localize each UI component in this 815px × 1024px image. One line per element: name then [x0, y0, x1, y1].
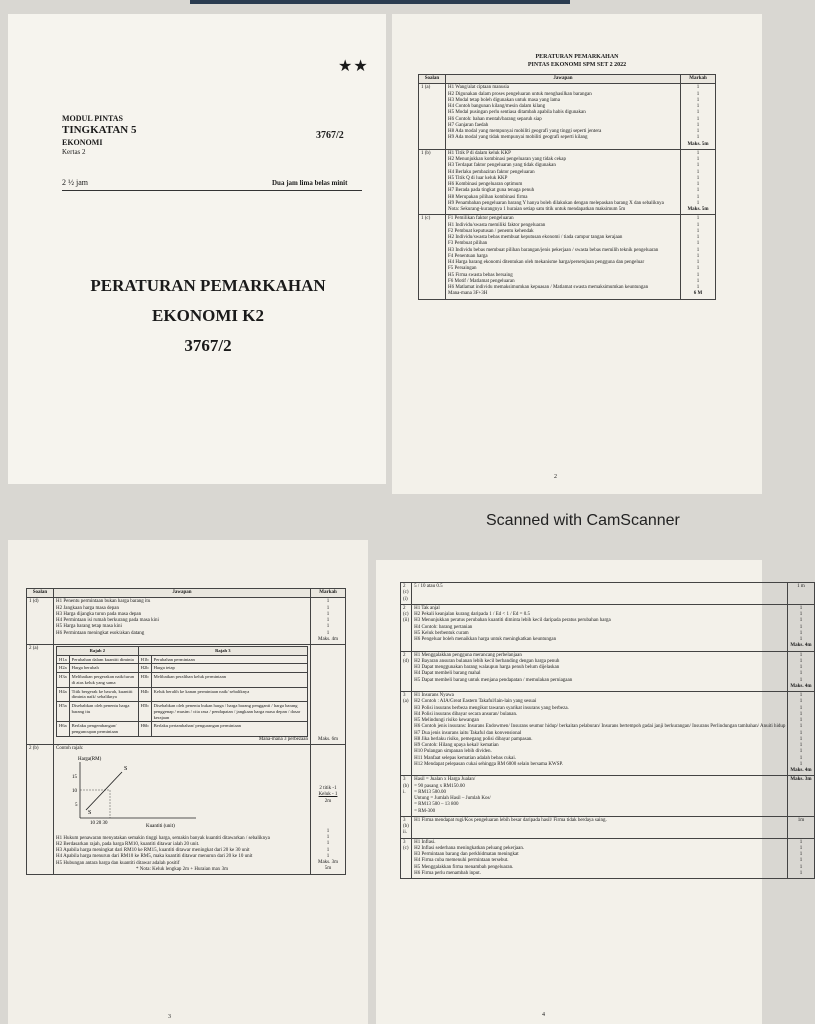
answer-line: H6 Contoh: bahan mentah/barang separuh siap [448, 116, 542, 122]
mark-line: 1 [696, 97, 700, 103]
point-text: Disebabkan oleh penentu bukan harga / harga barang pengganti / harga barang penggenap / musim / cita rasa / pendapatan / jangkaan harga masa depan / dasar kerajaan [151, 702, 307, 722]
mark-line: 1 [799, 665, 803, 670]
answer-line: H1 Penentu permintaan bukan harga barang itu [56, 599, 151, 605]
mark-line: 1 [799, 699, 803, 705]
answer-line: F2 Pembuat keputusan / penentu kehendak [448, 228, 534, 234]
mark-line: 1 [799, 618, 803, 624]
point-code: H3a [57, 673, 70, 687]
answer-line: H4 Berlaku pembaziran faktor pengeluaran [448, 169, 535, 175]
mark-line: 2 titik -1 [319, 786, 337, 792]
mark-cell [681, 215, 716, 299]
x-axis-label: Kuantiti (unit) [146, 824, 175, 830]
subject-label: EKONOMI [62, 138, 103, 147]
mark-line: 1 [799, 705, 803, 711]
cover-page [8, 14, 386, 484]
answer-cell [412, 604, 788, 651]
answer-line: H2 Menunjukkan kombinasi pengeluaran yang tidak cekap [448, 157, 567, 162]
answer-line: H7 Berada pada tingkat guna tenaga penuh [448, 188, 535, 194]
answer-line: H1 Inflasi. [414, 839, 436, 845]
q-label: 1 (b) [419, 149, 446, 215]
mark-line: 1 [326, 630, 330, 636]
answer-line: H2 Bayaran ansuran bulanan lebih kecil berbanding dengan harga penuh [414, 658, 560, 664]
answer-line: H8 Jika berlaku risiko, pemegang polisi dibayar pampasan. [414, 736, 533, 742]
mark-line: 1 [696, 272, 700, 278]
mark-line: 1m [797, 817, 805, 823]
point-text: Perubahan dalam kuantiti diminta [69, 655, 138, 664]
table-row [401, 651, 815, 692]
mark-line: 1 [799, 724, 803, 730]
point-code: H2b [138, 664, 151, 673]
marking-page-4 [376, 560, 812, 1024]
mark-cell [788, 816, 814, 838]
mark-line: 1 [696, 266, 700, 272]
col-soalan: Soalan [27, 589, 54, 598]
mark-line: Maks. 3m [318, 860, 338, 866]
mark-cell [788, 776, 814, 817]
q-label: 2 (c)(i) [401, 583, 412, 605]
q2b-note: * Nota: Keluk lengkap 2m + Huraian max 3m [136, 866, 228, 872]
modul-label: MODUL PINTAS [62, 114, 123, 123]
answer-line: = RM13 500.00 [414, 789, 446, 795]
mark-cell [311, 598, 346, 645]
mark-line: Maks. 4m [318, 636, 338, 642]
answer-line: H8 Ada modal yang mempunyai mobiliti geografi yang tinggi seperti jentera [448, 129, 602, 134]
answer-line: H1 Wang/alat ciptaan manusia [448, 85, 510, 91]
cover-title-2: EKONOMI K2 [152, 306, 264, 325]
answer-line: H6 Contoh jenis insurans: Insurans Endowmen/ Insurans seumur hidup/ berkaitan pelaburan/ Insurans bertempoh gadai janji berkurangan/ Insurans Perlindungan tambahan/ Anuiti hidup [414, 724, 786, 730]
answer-line: H5 Titik Q di luar keluk KKP [448, 175, 508, 181]
answer-cell [412, 583, 788, 605]
q2a-note: Mana-mana 3 perbezaan [258, 736, 308, 742]
mark-line: 1 [326, 605, 330, 611]
point-text: Melibatkan peralihan keluk permintaan [151, 673, 307, 687]
scanner-watermark: Scanned with CamScanner [486, 512, 680, 529]
answer-line: H12 Mendapat pelepasan cukai sehingga RM 6000 selain bersama KWSP. [414, 761, 563, 767]
point-code: H4b [138, 687, 151, 701]
mark-line: Maks. 5m [687, 207, 709, 212]
answer-line: F6 Motif / Matlamat pengeluaran [448, 278, 515, 284]
mark-line: 1 [799, 852, 803, 857]
answer-line: H4 Harga barang ekonomi ditentukan oleh mekanisme harga/persetujuan pengguna dan pengeluar [448, 260, 645, 265]
mark-line: 1 [799, 839, 803, 845]
answer-line: 5 / 10 atau 0.5 [414, 584, 443, 589]
answer-cell [446, 215, 681, 299]
answer-line: H3 Menunjukkan peratus perubahan kuantiti diminta lebih kecil daripada peratus perubahan harga [414, 618, 611, 624]
answer-line: H1 Hukum penawaran menyatakan semakin tinggi harga, semakin banyak kuantiti ditawarkan / sebaliknya [56, 835, 270, 841]
table-row [419, 84, 716, 150]
q-label: 1 (a) [419, 84, 446, 150]
answer-line: H2 Berdasarkan rajah, pada harga RM10, kuantiti ditawar ialah 20 unit. [56, 841, 200, 847]
mark-line: 1 [696, 247, 700, 253]
point-text: Perubahan permintaan [151, 655, 307, 664]
answer-line: H5 Harga barang tetap masa kini [56, 624, 122, 630]
answer-line: H6 Pengeluar boleh menaikkan harga untuk meningkatkan keuntungan [414, 637, 557, 642]
q2b-lines [56, 836, 308, 867]
mark-line: 1 [326, 835, 330, 841]
mark-line: 1 [696, 91, 700, 97]
marking-table-p4 [400, 582, 815, 879]
answer-line: H5 Keluk berbentuk curam [414, 630, 469, 636]
mark-line: 1 [326, 853, 330, 859]
answer-line: H9 Contoh: Hilang upaya kekal/ kematian [414, 743, 499, 748]
mark-list [313, 829, 343, 860]
mark-line: 1 [696, 116, 700, 122]
answer-line: H6 Firma perlu menambah input. [414, 870, 481, 876]
q-label: 1 (d) [27, 598, 54, 645]
mark-line: 2m [324, 798, 332, 804]
answer-line: H2 Inflasi sederhana meningkatkan peluang pekerjaan. [414, 845, 525, 851]
page2-header-2: PINTAS EKONOMI SPM SET 2 2022 [527, 62, 627, 68]
scan-edge [190, 0, 570, 4]
q-label: 3 (c) [401, 838, 412, 879]
comparison-row [57, 673, 308, 687]
mark-line: 1 [696, 235, 700, 240]
col-jawapan: Jawapan [446, 75, 681, 84]
mark-line: 1 [799, 711, 803, 717]
answer-line: H1 Menggalakkan pengguna merancang perbelanjaan [414, 652, 522, 658]
q-label: 2 (b) [27, 745, 54, 875]
mark-line: 1 [696, 104, 700, 109]
marking-table-p3 [26, 588, 346, 875]
paper-code: 3767/2 [316, 130, 344, 141]
mark-cell [788, 838, 814, 879]
mark-line: 1 [696, 188, 700, 194]
table-row [401, 583, 815, 605]
mark-line: 1 [799, 749, 803, 755]
answer-line: H5 Melindungi risiko kewangan [414, 718, 479, 723]
table-row [401, 816, 815, 838]
mark-line: 1 [696, 194, 700, 200]
mark-line: 1 [696, 200, 700, 206]
answer-line: F5 Persaingan [448, 266, 477, 272]
rajah-2-header: Rajah 2 [57, 647, 139, 656]
point-text: Titik bergerak ke bawah, kuantiti diminta naik/ sebaliknya [69, 687, 138, 701]
page2-header-1: PERATURAN PEMARKAHAN [535, 54, 619, 60]
col-soalan: Soalan [419, 75, 446, 84]
table-row [419, 149, 716, 215]
answer-line: = RM-300 [414, 808, 436, 814]
mark-line: 1 [799, 730, 803, 736]
marking-page-2 [392, 14, 762, 494]
answer-line: H4 Firma cuba memenuhi permintaan tersebut. [414, 858, 509, 864]
mark-line: 1 [696, 241, 700, 247]
page-number: 2 [554, 474, 557, 480]
answer-cell [446, 84, 681, 150]
point-text: Berlaku pengembangan/ penguncupan permintaan [69, 722, 138, 736]
mark-line: 1 [696, 285, 700, 290]
mark-line: 1 [799, 761, 803, 767]
mark-line: 1 [326, 599, 330, 605]
y-axis-label: Harga(RM) [78, 757, 102, 763]
answer-line: H2 Jangkaan harga masa depan [56, 605, 119, 611]
answer-cell [412, 692, 788, 776]
mark-line: 1 [696, 157, 700, 162]
mark-line: Maks. 4m [790, 683, 812, 689]
mark-line: 1 [696, 163, 700, 169]
answer-line: Mana-mana 3F+3H [448, 291, 488, 297]
mark-line: 1 [799, 624, 803, 630]
mark-line: Maks. 4m [790, 643, 812, 649]
mark-line: 1 [799, 605, 803, 611]
mark-line: 1 [696, 253, 700, 259]
mark-line: 1 [799, 671, 803, 677]
mark-line: 1 [696, 222, 700, 228]
comparison-row [57, 655, 308, 664]
mark-cell [788, 583, 814, 605]
mark-line: 1 [696, 135, 700, 141]
point-text: Harga tetap [151, 664, 307, 673]
mark-line: 1 [799, 658, 803, 664]
answer-line: F4 Penentuan harga [448, 253, 488, 259]
col-markah: Markah [311, 589, 346, 598]
duration-short: 2 ½ jam [62, 178, 88, 187]
q-label: 3 (b) ii. [401, 816, 412, 838]
answer-line: H5 Dapat membeli barang untuk menjana pendapatan / memulakan perniagaan [414, 677, 573, 683]
point-code: H3b [138, 673, 151, 687]
page-number: 3 [168, 1014, 171, 1020]
mark-line: 1 [696, 129, 700, 134]
answer-line: H7 Ganjaran faedah [448, 122, 489, 128]
mark-line: 1 [696, 260, 700, 265]
answer-line: H1 Firma mendapat rugi/Kos pengeluaran lebih besar daripada hasil/ Firma tidak berdaya saing. [414, 817, 607, 823]
mark-cell [681, 84, 716, 150]
mark-line: 1 [799, 612, 803, 617]
mark-line: Maks. 3m [790, 777, 812, 783]
answer-cell [54, 745, 311, 875]
answer-cell [412, 838, 788, 879]
table-row [401, 838, 815, 879]
answer-line: H1 Tak anjal [414, 605, 440, 611]
marking-page-3 [8, 540, 368, 1024]
answer-line: H2 Individu/swasta bebas membuat keputusan ekonomi / tiada campur tangan kerajaan [448, 235, 623, 240]
mark-line: 1 [799, 677, 803, 683]
answer-line: H1 Titik P di dalam keluk KKP [448, 150, 511, 156]
page-number: 4 [542, 1012, 545, 1018]
stars-mark: ★★ [338, 58, 369, 75]
answer-line: H3 Individu bebas membuat pilihan barangan/jenis pekerjaan / swasta bebas memilih teknik pengeluaran [448, 247, 659, 253]
answer-line: H2 Digunakan dalam proses pengeluaran untuk menghasilkan barangan [448, 91, 592, 97]
mark-line: 1 [696, 122, 700, 128]
answer-line: H11 Manfaat selepas kematian adalah bebas cukai. [414, 755, 516, 761]
answer-line: H4 Dapat membeli barang mahal [414, 671, 481, 677]
mark-line: 1 [326, 841, 330, 847]
point-code: H1a [57, 655, 70, 664]
mark-line: 1 [696, 182, 700, 187]
answer-cell [412, 651, 788, 692]
mark-line: Keluk - 1 [318, 792, 338, 798]
tick-5: 5 [75, 803, 78, 809]
answer-line: H4 Contoh bangunan kilang/mesin dalam kilang [448, 104, 546, 109]
col-markah: Markah [681, 75, 716, 84]
answer-line: H4 Contoh: barang pertanian [414, 624, 473, 630]
mark-line: 1 [326, 618, 330, 623]
answer-line: H4 Apabila harga menurun dari RM10 ke RM5, maka kuantiti ditawar menurun dari 20 ke 10 unit [56, 854, 253, 860]
answer-line: Nota: Sekurang-kurangnya 1 huraian setiap satu titik untuk mendapatkan maksimum 5m [448, 207, 626, 212]
mark-line: 1 [799, 743, 803, 748]
answer-line: H9 Ada modal yang tidak mempunyai mobiliti geografi seperti kilang [448, 135, 588, 141]
answer-line: Untung = Jumlah Hasil – Jumlah Kos/ [414, 796, 491, 801]
answer-line: H7 Dua jenis insurans iaitu Takaful dan konvensional [414, 730, 522, 736]
answer-cell [54, 645, 311, 745]
answer-line: H3 Dapat menggunakan barang walaupun harga penuh belum dijelaskan [414, 665, 560, 670]
table-row [401, 604, 815, 651]
col-jawapan: Jawapan [54, 589, 311, 598]
mark-line: 1 [799, 718, 803, 723]
duration-text: Dua jam lima belas minit [272, 179, 348, 187]
answer-line: H3 Polisi insurans berbeza mengikut tawaran syarikat insurans yang berbeza. [414, 705, 569, 711]
mark-line: Maks. 4m [790, 768, 812, 773]
comparison-row [57, 687, 308, 701]
mark-line: 1 m [797, 584, 805, 589]
q-label: 2 (c)(ii) [401, 604, 412, 651]
curve-label-top: S [124, 766, 128, 773]
answer-line: H4 Permintaan isi rumah berkurang pada masa kini [56, 618, 159, 623]
paper-label: Kertas 2 [62, 148, 86, 156]
cover-title-3: 3767/2 [184, 336, 232, 355]
q-label: 2 (d) [401, 651, 412, 692]
mark-line: 1 [326, 624, 330, 630]
mark-line: 5m [324, 866, 332, 872]
point-code: H2a [57, 664, 70, 673]
mark-cell [788, 692, 814, 776]
answer-line: H6 Kombinasi pengeluaran optimum [448, 182, 523, 187]
mark-line: 1 [696, 150, 700, 156]
table-row [401, 776, 815, 817]
mark-line: 1 [696, 216, 700, 222]
answer-line: H6 Matlamat individu memaksimumkan kepuasan / Matlamat swasta memaksimumkan keuntungan [448, 285, 649, 290]
tick-10: 10 [72, 789, 77, 795]
answer-cell [446, 149, 681, 215]
answer-cell [412, 816, 788, 838]
comparison-table [56, 646, 308, 737]
mark-line: 1 [799, 845, 803, 851]
answer-line: H5 Firma swasta bebas bersaing [448, 272, 513, 278]
contoh-label: Contoh rajah: [56, 746, 84, 752]
point-code: H4a [57, 687, 70, 701]
q-label: 3 (b) i. [401, 776, 412, 817]
mark-line: 1 [799, 693, 803, 698]
mark-line: 1 [696, 85, 700, 91]
answer-line: H3 Permintaan barang dan perkhidmatan meningkat [414, 852, 519, 857]
answer-line: F1 Pemilikan faktor pengeluaran [448, 216, 514, 222]
curve-label-bottom: S [88, 810, 92, 817]
answer-line: H5 Menggalakkan firma menambah pengeluaran. [414, 864, 514, 870]
point-code: H1b [138, 655, 151, 664]
mark-line: 1 [799, 870, 803, 876]
mark-line: Maks. 5m [687, 141, 709, 147]
mark-line: 1 [326, 611, 330, 617]
answer-line: H3 Terdapat faktor pengeluaran yang tidak digunakan [448, 163, 556, 169]
q-label: 1 (c) [419, 215, 446, 299]
answer-cell [412, 776, 788, 817]
rajah-3-header: Rajah 3 [138, 647, 307, 656]
answer-line: H2 Pekali keanjalan kurang daripada 1 / Ed < 1 / Ed = 0.5 [414, 612, 530, 617]
mark-line: 1 [696, 278, 700, 284]
point-code: H6a [57, 722, 70, 736]
supply-line [86, 772, 122, 810]
q-label: 2 (a) [27, 645, 54, 745]
mark-line: 1 [326, 828, 330, 834]
mark-line: 6 M [693, 291, 703, 297]
answer-line: = RM13 500 – 13 800 [414, 802, 459, 808]
point-code: H6b [138, 722, 151, 736]
answer-cell [54, 598, 311, 645]
mark-line: 1 [799, 652, 803, 658]
comparison-row [57, 702, 308, 722]
answer-line: H5 Modal pusingan perlu sentiasa ditambah apabila habis digunakan [448, 110, 586, 116]
mark-line: 1 [696, 228, 700, 234]
answer-line: H3 Apabila harga meningkat dari RM10 ke RM15, kuantiti ditawar meningkat dari 20 ke 30 unit [56, 848, 250, 854]
mark-line: 1 [326, 847, 330, 853]
mark-line: 1 [799, 864, 803, 870]
answer-line: H2 Contoh : AIA/Great Eastern Takaful/lain-lain yang sesuai [414, 699, 537, 705]
tingkatan-label: TINGKATAN 5 [62, 124, 137, 136]
point-text: Melibatkan pergerakan naik/turun di atas keluk yang sama [69, 673, 138, 687]
answer-line: H1 Individu/swasta memiliki faktor pengeluaran [448, 222, 546, 228]
answer-line: H5 Hubungan antara harga dan kuantiti ditawar adalah positif [56, 860, 180, 866]
point-text: Disebabkan oleh penentu harga barang itu [69, 702, 138, 722]
comparison-row [57, 664, 308, 673]
tick-x: 10 20 30 [90, 821, 108, 827]
mark-cell [788, 651, 814, 692]
point-code: H5a [57, 702, 70, 722]
answer-line: H9 Penambahan pengeluaran barang Y hanya boleh dilakukan dengan melepaskan barang X dan sebaliknya [448, 200, 664, 206]
mark-line: 1 [799, 637, 803, 642]
answer-line: Hasil = Jualan x Harga Jualan/ [414, 777, 476, 783]
mark-line: 1 [799, 755, 803, 761]
point-text: Harga berubah [69, 664, 138, 673]
mark-line: 1 [799, 858, 803, 864]
answer-line: H3 Harga dijangka turun pada masa depan [56, 611, 142, 617]
tick-15: 15 [72, 775, 77, 781]
cover-title-1: PERATURAN PEMARKAHAN [90, 276, 326, 295]
table-row [401, 692, 815, 776]
answer-line: H8 Merupakan pilihan kombinasi firma [448, 194, 528, 200]
answer-line: F3 Pembuat pilihan [448, 241, 488, 247]
mark-cell [681, 149, 716, 215]
mark-line: 1 [696, 175, 700, 181]
answer-line: H10 Pulangan simpanan lebih dividen. [414, 749, 492, 755]
mark-line: 1 [799, 736, 803, 742]
supply-curve-figure [56, 752, 206, 832]
mark-line: 1 [696, 169, 700, 175]
answer-line: H4 Polisi insurans dibayar secara ansuran/ bulanan. [414, 711, 518, 717]
divider [62, 190, 362, 191]
mark-line: 1 [696, 110, 700, 116]
point-code: H5b [138, 702, 151, 722]
answer-line: = 90 pasang x RM150.00 [414, 783, 465, 789]
q-label: 3 (a) [401, 692, 412, 776]
mark-cell [788, 604, 814, 651]
mark-line: 1 [799, 630, 803, 636]
mark-cell: Maks. 6m [311, 645, 346, 745]
table-row [419, 215, 716, 299]
point-text: Berlaku pertambahan/ pengurangan permintaan [151, 722, 307, 736]
mark-cell [311, 745, 346, 875]
answer-line: H1 Insurans Nyawa [414, 693, 454, 698]
answer-line: H3 Modal tetap boleh digunakan untuk masa yang lama [448, 97, 560, 103]
comparison-row [57, 722, 308, 736]
marking-table-p2 [418, 74, 716, 300]
answer-line: H6 Permintaan meningkat esok/akan datang [56, 630, 145, 636]
point-text: Keluk beralih ke kanan permintaan naik/ sebaliknya [151, 687, 307, 701]
